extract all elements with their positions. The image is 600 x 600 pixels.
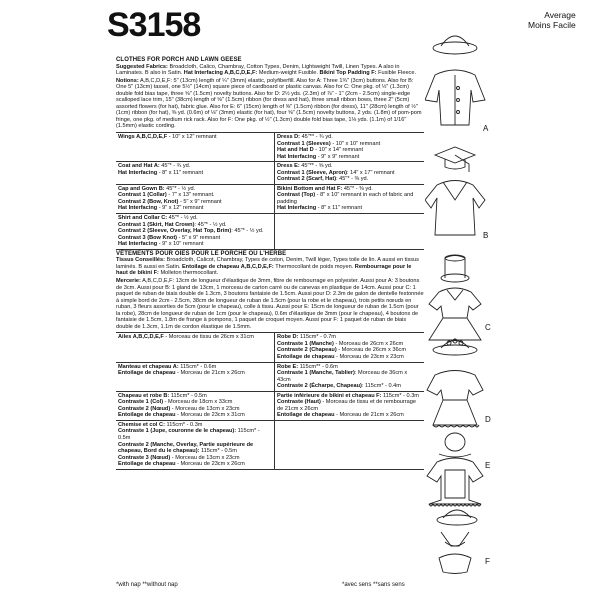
pattern-number: S3158 [107,6,201,44]
french-title: VÊTEMENTS POUR OIES POUR LE PORCHE OU L'HERBE [116,250,287,257]
view-e-letter: E [485,461,491,470]
yardage-line [277,154,422,161]
yardage-item-amount: - 10" x 10" remnant [330,140,381,147]
yardage-item-amount: - Morceau de 21cm x 26cm [334,412,404,419]
yardage-item-label: Contrast 1 (Sleeves) [277,140,331,147]
yardage-line [118,170,272,177]
yardage-item-label: Robe E: [277,363,299,370]
yardage-item-label: Entoilage de chapeau [277,353,335,360]
view-e-hat-illustration [439,433,471,457]
fabrics-text: Broadcloth, Calico, Chambray, Cotton Types, Denim, Lightweight Twill, Linen Types. A also in Laminates. B also in Satin. [116,63,400,77]
yardage-item-amount: - 9" x 9" remnant [316,153,360,160]
padding-text-fr: Molleton thermocollant. [160,270,219,277]
yardage-item-label: Hat Interfacing [277,153,317,160]
fabrics-label-fr: Tissus Conseillés: [116,257,166,264]
hat-interfacing-label: Hat Interfacing A,B,C,D,E,F: [183,70,258,77]
yardage-item-amount: - 9" x 12" remnant [157,205,204,212]
english-notions [116,78,424,130]
yardage-item-label: Entoilage de chapeau [118,370,176,377]
view-c-letter: C [485,323,491,332]
yardage-item-amount: - Morceau de 23cm x 23cm [334,353,404,360]
footer-nap-fr: *avec sens **sans sens [342,582,405,588]
yardage-item-label: Entoilage de chapeau [277,412,335,419]
yardage-cell [116,185,274,214]
view-f-hat-illustration [437,510,477,525]
yardage-item-amount: : 45"* - ½ yd. [231,228,264,235]
yardage-item-amount: - 7" x 13" remnant. [166,192,215,199]
yardage-item-label: Contraste 2 (Manche, Overlay, Partie supérieure de chapeau, Bord du le chapeau): [118,441,254,455]
yardage-item-label: Partie inférieure de bikini et chapeau F: [277,392,382,399]
yardage-cell [274,162,424,185]
view-a-letter: A [483,124,489,133]
yardage-line [118,428,272,441]
notions-label: Notions: [116,77,139,84]
yardage-item-amount: 45"** - ⅝ yd. [299,163,333,170]
empty-cell [274,214,424,249]
yardage-item-label: Coat and Hat A: [118,163,160,170]
yardage-line [118,370,272,377]
yardage-item-amount: 115cm* - 0.5m [199,448,237,455]
yardage-item-amount: - Morceau de tissu de 26cm x 31cm [163,334,254,341]
footer-nap-en: *with nap **without nap [116,582,178,588]
yardage-item-amount: - 5" x 9" remnant [178,198,222,205]
yardage-item-label: Contraste 1 (Col) [118,399,164,406]
view-b-letter: B [483,231,489,240]
interfacing-label-fr: Entoilage de chapeau A,B,C,D,E,F: [181,263,274,270]
yardage-cell [116,392,274,421]
yardage-item-amount: - Morceau de 18cm x 33cm [163,399,233,406]
english-yardage-table [116,132,424,250]
yardage-cell [274,363,424,392]
yardage-item-amount: 115cm* - 0.3m [164,421,203,428]
yardage-item-label: Robe D: [277,334,299,341]
yardage-item-label: Hat Interfacing [277,205,317,212]
yardage-item-label: Contraste 2 (Écharpe, Chapeau) [277,383,362,390]
yardage-line [118,205,272,212]
notions-label-fr: Mercerie: [116,277,141,284]
yardage-item-amount: - 8" x 11" remnant [316,205,363,212]
yardage-item-label: Contraste 2 (Chapeau) [277,347,337,354]
yardage-cell [116,162,274,185]
yardage-item-label: Contrast 3 (Bow Knot) [118,234,178,241]
yardage-item-amount: 115cm* - 0.7m [298,334,336,341]
yardage-line [277,370,422,383]
yardage-item-label: Contrast 2 (Sleeve, Overlay, Hat Top, Brim) [118,228,232,235]
yardage-item-amount: 45"* - ¾ yd. [159,163,191,170]
view-a-coat-illustration [425,70,485,125]
yardage-item-amount: - 8" x 10" remnant in each of fabric and padding [277,192,414,205]
yardage-item-label: Entoilage de chapeau [118,461,176,468]
fabrics-label: Suggested Fabrics: [116,63,168,70]
bikini-padding-label: Bikini Top Padding F: [319,70,377,77]
yardage-line [118,442,272,455]
yardage-item-label: Hat Interfacing [118,205,158,212]
yardage-line [277,192,422,205]
yardage-item-label: Contrast (Top) [277,192,316,199]
yardage-item-label: Entoilage de chapeau [118,412,176,419]
yardage-item-label: Contrast 2 (Bow, Knot) [118,198,179,205]
yardage-item-amount: 115cm* - 0.6m [178,363,217,370]
yardage-item-amount: 115cm** - 0.6m [298,363,338,370]
yardage-item-label: Contrast 1 (Collar) [118,192,167,199]
yardage-item-amount: - Morceau de 13cm x 23cm [170,454,240,461]
yardage-item-amount: 45"* - ½ yd. [167,215,198,222]
view-b-gown-illustration [425,181,485,236]
yardage-item-amount: 115cm* - 0.5m [169,392,207,399]
yardage-item-label: Chemise et col C: [118,421,165,428]
view-d-letter: D [485,415,491,424]
yardage-cell [274,133,424,162]
yardage-item-amount: : 14" x 17" remnant [347,169,395,176]
difficulty-en: Average [544,10,576,20]
yardage-line [118,241,272,248]
yardage-item-label: Contraste 2 (Nœud) [118,405,171,412]
yardage-item-amount: 115cm* - 0.5m [118,428,260,441]
yardage-line [277,412,422,419]
padding-label-fr: Rembourrage pour le haut de bikini F: [116,263,412,277]
yardage-item-label: Contraste 3 (Nœud) [118,454,171,461]
fabrics-text-fr: Broadcloth, Calicot, Chambray, Types de coton, Denim, Twill léger, Types toile de lin. A aussi en tissus laminés. B aussi en Satin. [116,257,419,270]
yardage-cell [116,133,274,162]
yardage-item-label: Contraste (Haut) [277,399,321,406]
yardage-line [277,176,422,183]
yardage-item-label: Hat and Hat D [277,147,314,154]
notions-text: A,B,C,D,E,F: 5" (13cm) length of ¼" (3mm) elastic, polyfiberfill. Also for A: Three 1¾" (3cm) buttons. Also for B: One 5" (13cm) tassel, one 5½" (14cm) square piece of cardboard or plastic canvas. Also for C: One pkg. of ½" (1.3cm) double fold bias tape, three ⅝" (1.5cm) novelty buttons. Also for D: 2½ yds. (2.3m) of ⅞" - 1" (2cm - 2.5cm) single-edge scalloped lace trim, 15" (38cm) length of ⅝" (1.5cm) ribbon (for dress and hat), three small ribbon bows, three 2" (5cm) assorted flowers (for hat), fabric glue. Also for E: 6" (15cm) length of ⅝" (1.5cm) ribbon (for dress), 11" (28cm) length of ½" (1cm) ribbon (for hat), ⅜ yd. (0.6m) of ⅛" (3mm) elastic (for hat), four ⅝" (1.5cm) novelty buttons, 2 yds. (1.8m) of pom-pom fringe, one pkg. of medium rick rack. Also for F: One pkg. of ½" (1.3cm) double fold bias tape, 1⅛ yds. (1.1m) of 1/16" (1.5mm) elastic cording. [116,77,422,130]
yardage-item-amount: : Morceau de 36cm x 43cm [277,370,408,383]
hat-interfacing-text: Medium-weight Fusible. [258,70,318,77]
yardage-item-amount: - Morceau de tissu et de rembourrage de 21cm x 26cm [277,399,416,412]
french-notions [116,278,424,330]
yardage-item-amount: - 5" x 9" remnant [177,234,221,241]
yardage-line [118,134,272,141]
view-b-cap-illustration [435,147,475,172]
french-section [116,251,424,470]
yardage-item-label: Dress D: [277,134,301,141]
yardage-item-label: Contraste 1 (Jupe, couronne de le chapeau): [118,428,237,435]
yardage-item-amount: - Morceau de 13cm x 23cm [170,405,240,412]
yardage-cell [116,421,274,469]
yardage-item-label: Cap and Gown B: [118,185,165,192]
yardage-item-amount: - Morceau de 23cm x 31cm [175,412,245,419]
english-fabrics [116,64,424,77]
text-column [116,57,424,470]
yardage-line [277,205,422,212]
yardage-item-amount: : 115cm* - 0.4m [361,383,401,390]
yardage-item-amount: 45"* - ⅜ yd. [342,185,373,192]
yardage-item-amount: - Morceau de 23cm x 26cm [175,461,245,468]
yardage-item-label: Contraste 1 (Manche, Tablier) [277,370,355,377]
yardage-item-label: Ailes A,B,C,D,E,F [118,334,164,341]
yardage-item-label: Hat Interfacing [118,241,158,248]
yardage-cell [116,214,274,249]
yardage-item-amount: : 45"* - ⅜ yd. [336,176,369,183]
yardage-item-amount: - 10" x 12" remnant [167,134,217,141]
yardage-item-label: Dress E: [277,163,300,170]
yardage-item-amount: - 9" x 10" remnant [157,241,204,248]
yardage-line [277,399,422,412]
notions-text-fr: A,B,C,D,E,F: 13cm de longueur d'élastique de 3mm, fibre de rembourrage en polyester. Aussi pour A: 3 boutons de 3cm. Aussi pour B: 1 gland de 13cm, 1 morceau de carton carré ou de canevas en plastique de 14cm. Aussi pour C: 1 paquet de ruban de biais double de 1.3cm, 3 boutons fantaisie de 1.5cm. Aussi pour D: 2.3m de galon de dentelle festonnée à simple bord de 2cm - 2.5cm, 38cm de longueur de ruban de 1.5cm (pour la robe et le chapeau), trois petits nœuds en ruban, 3 fleurs assorties de 5cm (pour le chapeau), colle à tissu. Aussi pour E: 15cm de longueur de ruban de 1.5cm (pour la robe), 28cm de longueur de ruban de 1cm (pour le chapeau), 0.6m d'élastique de 3mm (pour le chapeau), 4 boutons de fantaisie de 1.5cm, 1.8m de frange à pompons, 1 paquet de croquet moyen. Aussi pour F: 1 paquet de ruban de biais double de 1.3cm, 1.1m de cordon élastique de 1.5mm. [116,277,424,330]
yardage-item-amount: - 10" x 14" remnant [313,147,364,154]
view-f-bikini-illustration [439,532,471,574]
interfacing-text-fr: Thermocollant de poids moyen. [275,263,354,270]
yardage-item-label: Manteau et chapeau A: [118,363,179,370]
view-c-dress-illustration [429,288,481,340]
difficulty-label [528,10,576,30]
english-section [116,57,424,250]
yardage-cell [116,363,274,392]
yardage-line [118,461,272,468]
yardage-line [118,334,272,341]
view-d-dress-illustration [427,371,483,428]
yardage-item-amount: 45"** - ¾ yd. [300,134,333,141]
view-e-dress-illustration [427,458,483,506]
yardage-line [118,412,272,419]
view-illustrations [425,30,595,575]
yardage-cell [274,333,424,362]
bikini-padding-text: Fusible Fleece. [378,70,417,77]
yardage-item-amount: - Morceau de 26cm x 26cm [333,340,404,347]
yardage-item-label: Contrast 1 (Sleeve, Apron) [277,169,348,176]
yardage-item-label: Hat Interfacing [118,169,158,176]
yardage-item-amount: - Morceau de 26cm x 36cm [336,347,407,354]
yardage-line [277,354,422,361]
yardage-item-amount: : 45"* - ½ yd. [194,221,227,228]
difficulty-fr: Moins Facile [528,20,576,30]
yardage-item-amount: - Morceau de 21cm x 26cm [175,370,245,377]
yardage-item-label: Bikini Bottom and Hat F: [277,185,343,192]
yardage-cell [274,185,424,214]
empty-cell [274,421,424,469]
view-a-hat-illustration [433,36,477,54]
yardage-item-label: Contraste 1 (Manche) [277,340,334,347]
yardage-item-label: Contrast 2 (Scarf, Hat) [277,176,337,183]
english-title: CLOTHES FOR PORCH AND LAWN GEESE [116,57,242,63]
yardage-item-amount: 45"* - ½ yd. [164,185,196,192]
yardage-item-label: Contrast 1 (Skirt, Hat Crown) [118,221,195,228]
yardage-cell [116,333,274,362]
view-d-hat-illustration [433,339,477,355]
yardage-item-label: Shirt and Collar C: [118,215,168,222]
yardage-line [277,383,422,390]
view-c-hat-illustration [441,255,469,282]
yardage-item-label: Chapeau et robe B: [118,392,170,399]
french-fabrics [116,257,424,277]
french-yardage-table [116,332,424,469]
yardage-item-amount: 115cm* - 0.3m [381,392,419,399]
view-f-letter: F [485,557,490,566]
yardage-item-label: Wings A,B,C,D,E,F [118,134,168,141]
yardage-item-amount: - 8" x 11" remnant [157,169,204,176]
yardage-cell [274,392,424,421]
